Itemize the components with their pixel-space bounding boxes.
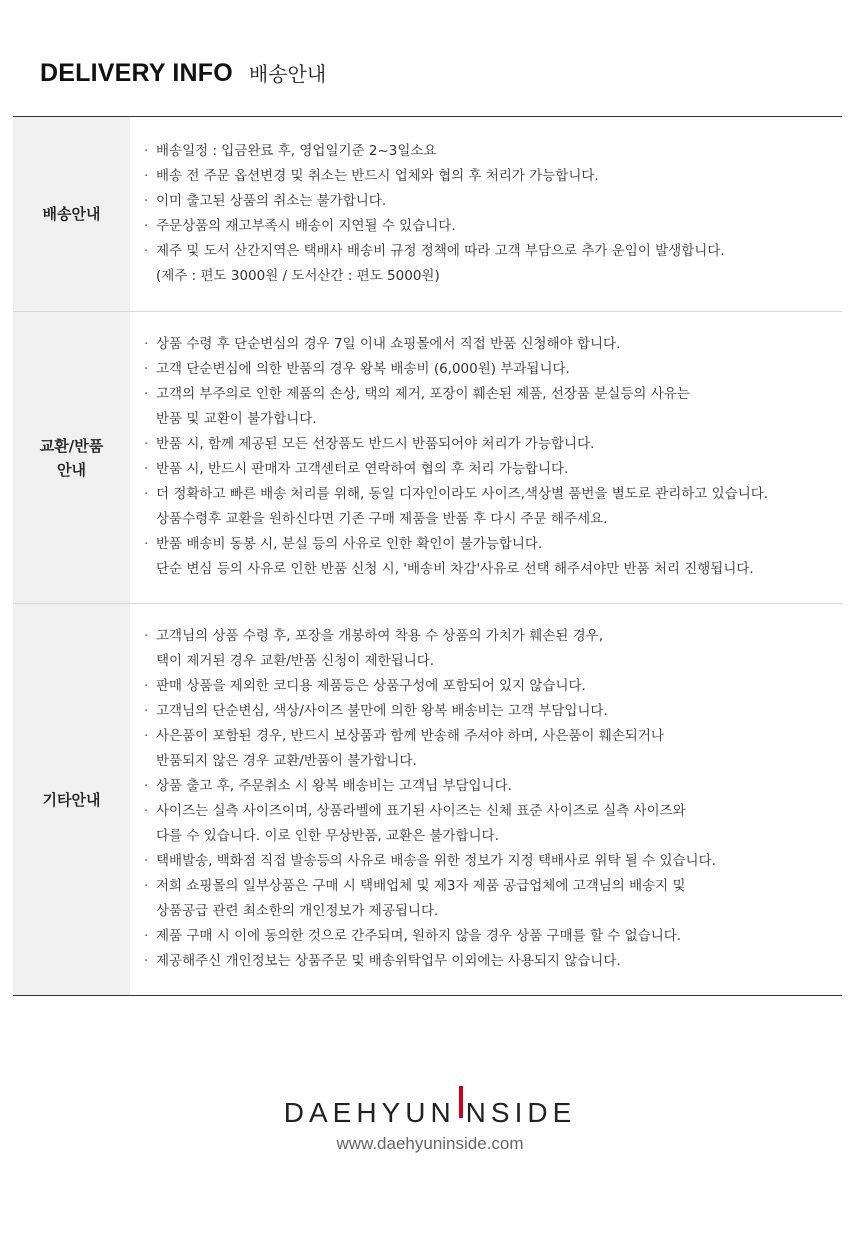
website-url: www.daehyuninside.com bbox=[336, 1134, 524, 1153]
section-etc bbox=[13, 603, 842, 995]
list-item: · 사이즈는 실측 사이즈이며, 상품라벨에 표기된 사이즈는 신체 표준 사이즈로 실측 사이즈와 bbox=[144, 799, 838, 824]
section-label: 교환/반품 안내 bbox=[13, 312, 130, 603]
list-item: · 이미 출고된 상품의 취소는 불가합니다. bbox=[144, 189, 838, 214]
list-item: · 상품 수령 후 단순변심의 경우 7일 이내 쇼핑몰에서 직접 반품 신청해야 합니다. bbox=[144, 332, 838, 357]
section-exchange-return bbox=[13, 311, 842, 603]
list-item: · 배송일정 : 입금완료 후, 영업일기준 2~3일소요 bbox=[144, 139, 838, 164]
list-item: · 반품 배송비 동봉 시, 분실 등의 사유로 인한 확인이 불가능합니다. bbox=[144, 532, 838, 557]
title-korean: 배송안내 bbox=[248, 62, 327, 86]
section-content bbox=[130, 312, 842, 603]
list-item: · 반품 시, 반드시 판매자 고객센터로 연락하여 협의 후 처리 가능합니다. bbox=[144, 457, 838, 482]
info-list bbox=[144, 139, 838, 289]
list-item-continuation: 반품 및 교환이 불가합니다. bbox=[156, 411, 317, 427]
title-english: DELIVERY INFO bbox=[40, 59, 233, 87]
section-shipping bbox=[13, 117, 842, 311]
list-item: · 배송 전 주문 옵션변경 및 취소는 반드시 업체와 협의 후 처리가 가능합니다. bbox=[144, 164, 838, 189]
list-item: · 고객의 부주의로 인한 제품의 손상, 택의 제거, 포장이 훼손된 제품, 선장품 분실등의 사유는 bbox=[144, 382, 838, 407]
logo-accent-bar bbox=[459, 1086, 463, 1118]
list-item: · 판매 상품을 제외한 코디용 제품등은 상품구성에 포함되어 있지 않습니다. bbox=[144, 674, 838, 699]
list-item: · 반품 시, 함께 제공된 모든 선장품도 반드시 반품되어야 처리가 가능합니다. bbox=[144, 432, 838, 457]
list-item-continuation: 단순 변심 등의 사유로 인한 반품 신청 시, '배송비 차감'사유로 선택 해주셔야만 반품 처리 진행됩니다. bbox=[156, 561, 754, 577]
brand-logo bbox=[0, 1094, 860, 1129]
list-item: · 주문상품의 재고부족시 배송이 지연될 수 있습니다. bbox=[144, 214, 838, 239]
section-label: 배송안내 bbox=[13, 117, 130, 311]
section-label: 기타안내 bbox=[13, 604, 130, 995]
list-item: · 상품 출고 후, 주문취소 시 왕복 배송비는 고객님 부담입니다. bbox=[144, 774, 838, 799]
info-list bbox=[144, 624, 838, 974]
info-list bbox=[144, 332, 838, 582]
section-content bbox=[130, 117, 842, 311]
list-item: · 고객님의 상품 수령 후, 포장을 개봉하여 착용 수 상품의 가치가 훼손된 경우, bbox=[144, 624, 838, 649]
list-item: · 제주 및 도서 산간지역은 택배사 배송비 규정 정책에 따라 고객 부담으로 추가 운임이 발생합니다. bbox=[144, 239, 838, 264]
list-item: · 사은품이 포함된 경우, 반드시 보상품과 함께 반송해 주셔야 하며, 사은품이 훼손되거나 bbox=[144, 724, 838, 749]
page-title bbox=[40, 58, 326, 88]
list-item: · 고객님의 단순변심, 색상/사이즈 불만에 의한 왕복 배송비는 고객 부담입니다. bbox=[144, 699, 838, 724]
list-item-continuation: 택이 제거된 경우 교환/반품 신청이 제한됩니다. bbox=[156, 653, 435, 669]
list-item: · 택배발송, 백화점 직접 발송등의 사유로 배송을 위한 정보가 지정 택배사로 위탁 될 수 있습니다. bbox=[144, 849, 838, 874]
list-item-continuation: (제주 : 편도 3000원 / 도서산간 : 편도 5000원) bbox=[156, 268, 440, 284]
list-item: · 제공해주신 개인정보는 상품주문 및 배송위탁업무 이외에는 사용되지 않습니다. bbox=[144, 949, 838, 974]
list-item-continuation: 다를 수 있습니다. 이로 인한 무상반품, 교환은 불가합니다. bbox=[156, 828, 499, 844]
list-item-continuation: 반품되지 않은 경우 교환/반품이 불가합니다. bbox=[156, 753, 417, 769]
list-item: · 고객 단순변심에 의한 반품의 경우 왕복 배송비 (6,000원) 부과됩니다. bbox=[144, 357, 838, 382]
logo-text-left: DAEHYUN bbox=[283, 1097, 456, 1128]
list-item: · 더 정확하고 빠른 배송 처리를 위해, 동일 디자인이라도 사이즈,색상별 품번을 별도로 관리하고 있습니다. bbox=[144, 482, 838, 507]
list-item: · 제품 구매 시 이에 동의한 것으로 간주되며, 원하지 않을 경우 상품 구매를 할 수 없습니다. bbox=[144, 924, 838, 949]
list-item-continuation: 상품수령후 교환을 원하신다면 기존 구매 제품을 반품 후 다시 주문 해주세요. bbox=[156, 511, 608, 527]
section-content bbox=[130, 604, 842, 995]
logo-text-right: NSIDE bbox=[465, 1097, 577, 1128]
list-item-continuation: 상품공급 관련 최소한의 개인정보가 제공됩니다. bbox=[156, 903, 439, 919]
delivery-info-table bbox=[13, 116, 842, 996]
list-item: · 저희 쇼핑몰의 일부상품은 구매 시 택배업체 및 제3자 제품 공급업체에 고객님의 배송지 및 bbox=[144, 874, 838, 899]
